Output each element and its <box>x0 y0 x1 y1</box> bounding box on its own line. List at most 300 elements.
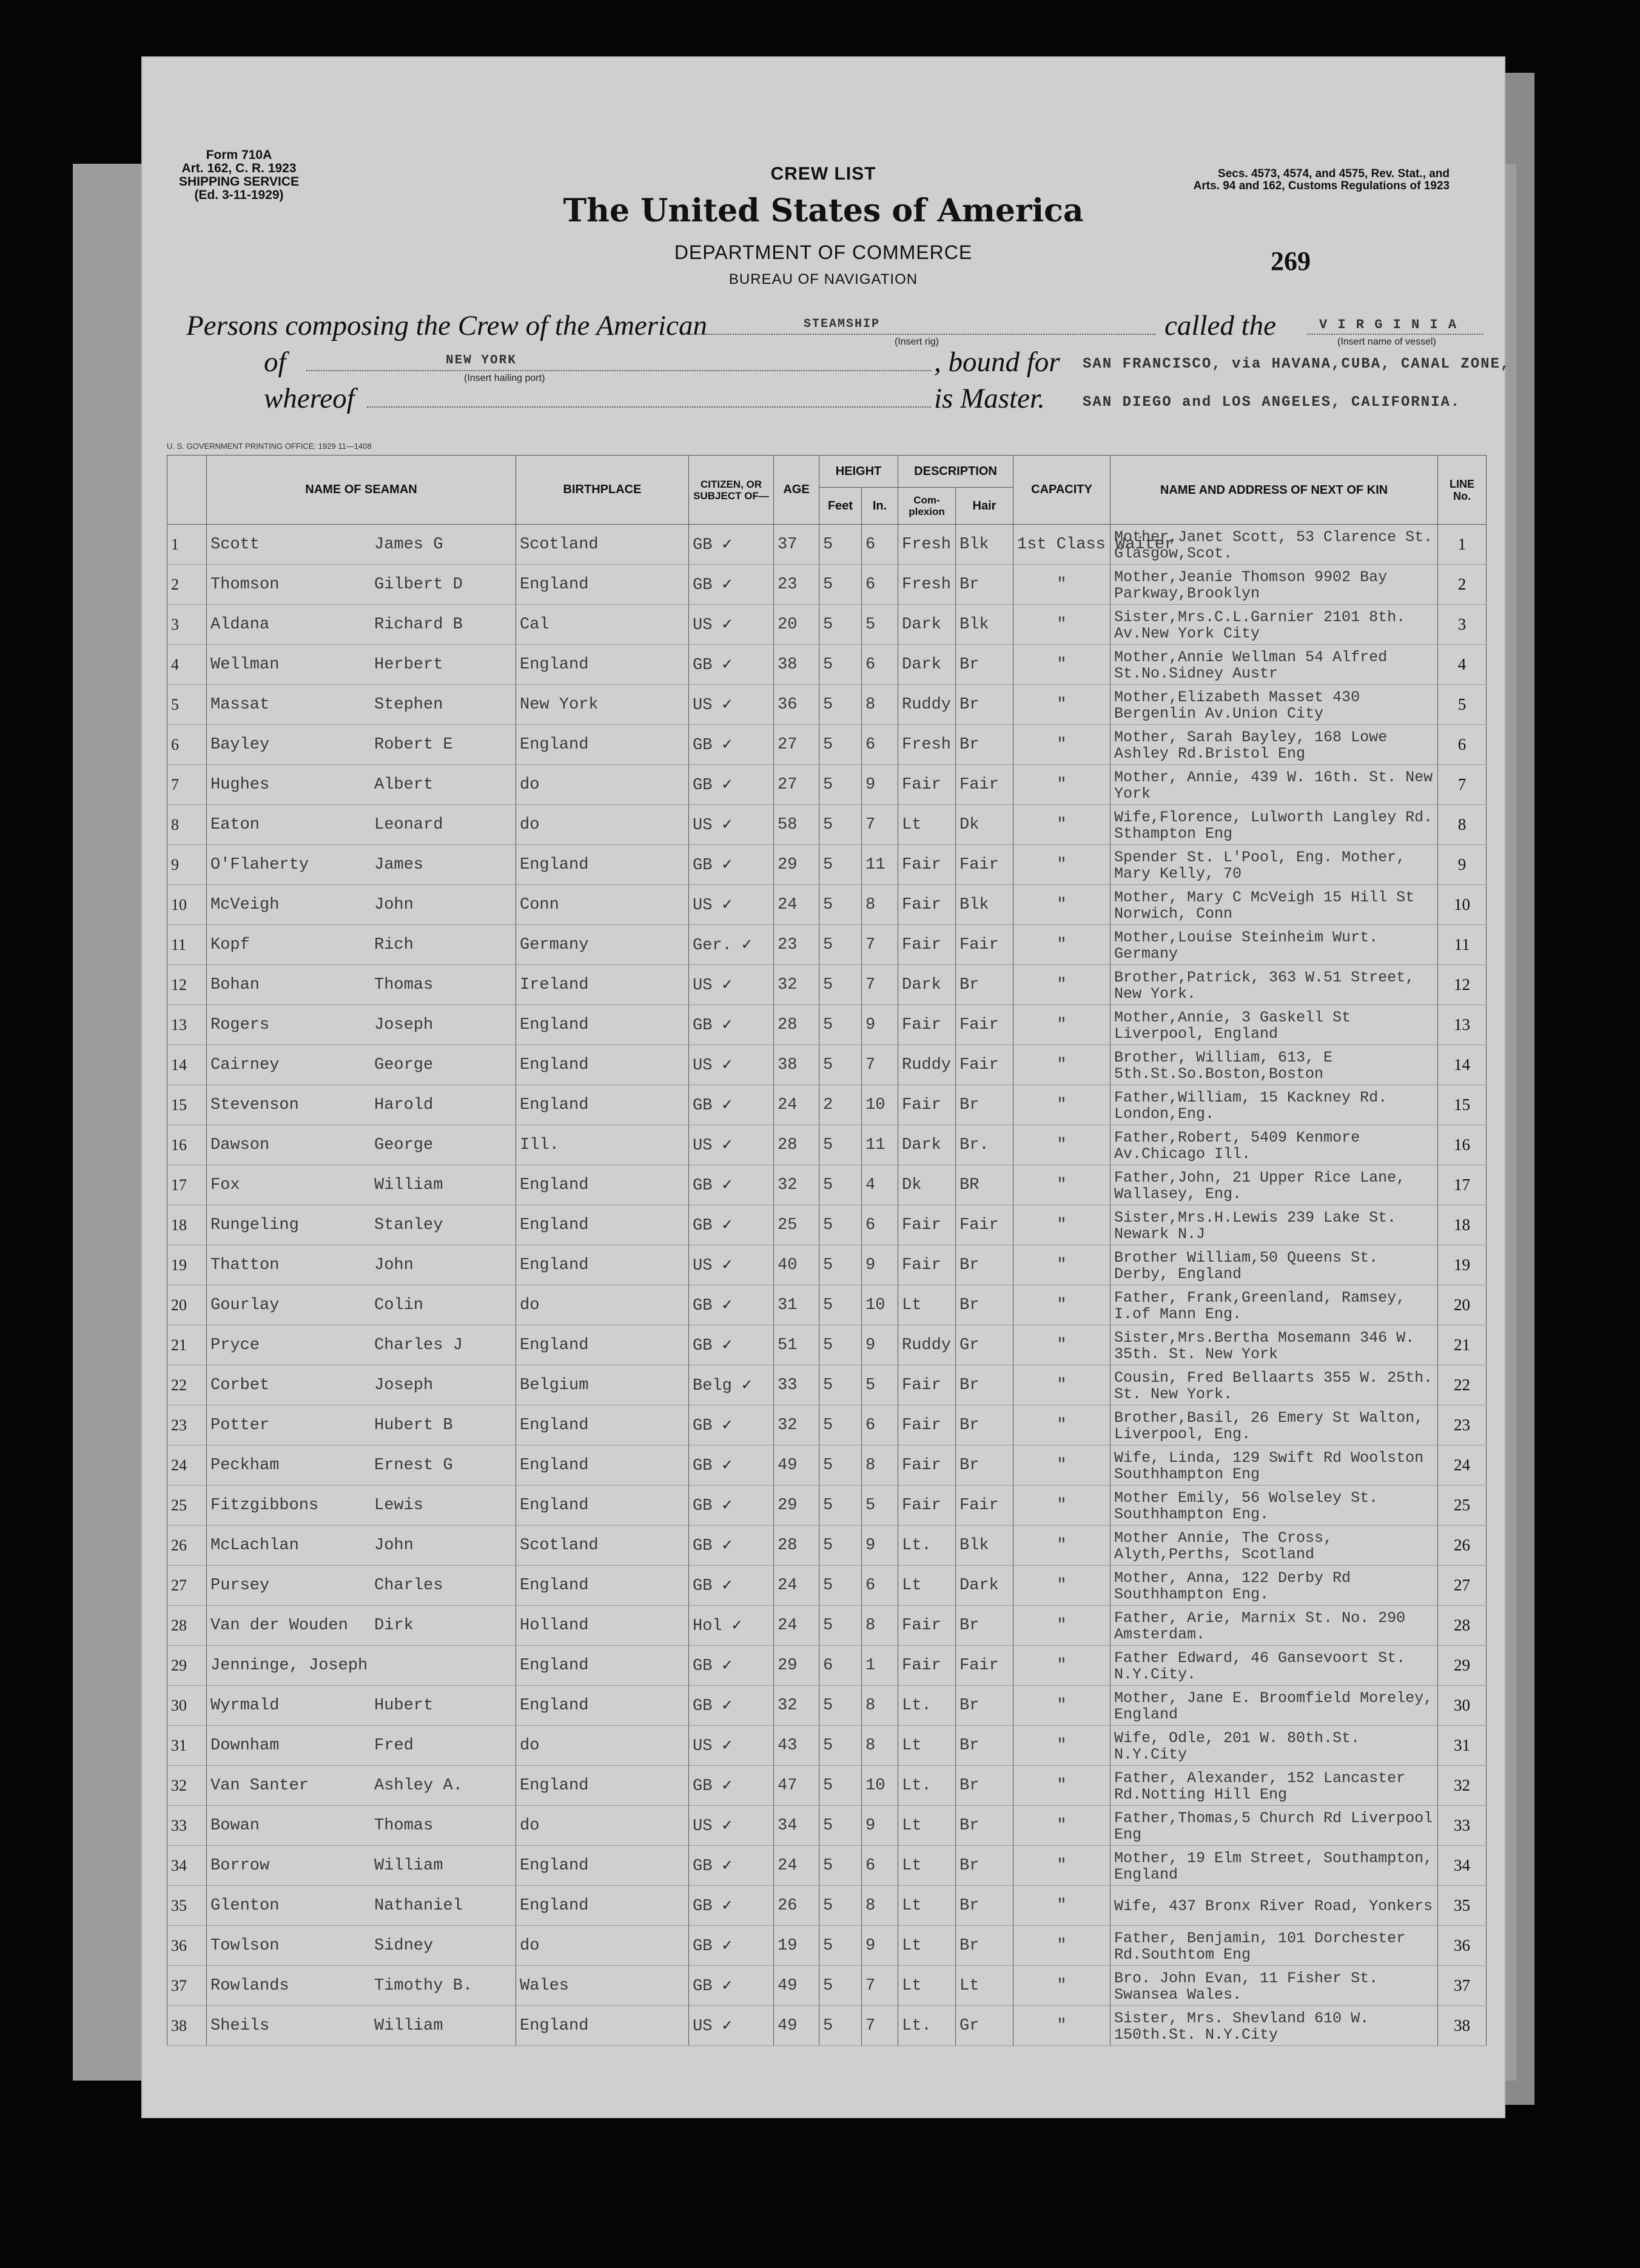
age-cell: 37 <box>774 525 819 565</box>
citizen-cell <box>689 1686 774 1726</box>
citizen-cell <box>689 1205 774 1245</box>
capacity-cell: " <box>1013 1165 1111 1205</box>
inches-cell: 4 <box>862 1165 898 1205</box>
citizen-cell <box>689 1045 774 1085</box>
capacity-cell: " <box>1013 805 1111 845</box>
complexion-cell: Fair <box>898 1205 956 1245</box>
rig-line <box>682 334 1155 335</box>
complexion-cell: Lt. <box>898 2006 956 2046</box>
feet-cell: 5 <box>819 805 862 845</box>
next-of-kin-cell: Mother, Jane E. Broomfield Moreley, England <box>1111 1686 1438 1726</box>
row-mark: 25 <box>167 1486 207 1526</box>
next-of-kin-header: NAME AND ADDRESS OF NEXT OF KIN <box>1111 456 1438 525</box>
citizen-value: GB <box>693 1497 713 1515</box>
given-name: Albert <box>374 775 434 794</box>
age-cell: 24 <box>774 1846 819 1886</box>
inches-cell: 6 <box>862 525 898 565</box>
seaman-name <box>207 1045 516 1085</box>
hair-cell: Fair <box>956 925 1013 965</box>
feet-cell: 5 <box>819 725 862 765</box>
checkmark-icon: ✓ <box>712 1857 732 1876</box>
complexion-cell: Lt <box>898 1886 956 1926</box>
seaman-name <box>207 1445 516 1486</box>
inches-cell: 6 <box>862 1205 898 1245</box>
hair-cell: Blk <box>956 525 1013 565</box>
given-name: Ernest G <box>374 1456 453 1475</box>
seaman-name <box>207 1886 516 1926</box>
capacity-cell: " <box>1013 1285 1111 1325</box>
name-header: NAME OF SEAMAN <box>207 456 516 525</box>
row-mark: 15 <box>167 1085 207 1125</box>
capacity-cell: " <box>1013 685 1111 725</box>
given-name: Leonard <box>374 815 443 834</box>
citizen-cell <box>689 845 774 885</box>
capacity-cell: " <box>1013 1926 1111 1966</box>
inches-cell: 8 <box>862 1445 898 1486</box>
seaman-name <box>207 845 516 885</box>
table-row <box>167 1926 1487 1966</box>
inches-cell: 7 <box>862 925 898 965</box>
feet-cell: 5 <box>819 765 862 805</box>
master-line <box>367 406 931 408</box>
citizen-value: GB <box>693 776 713 795</box>
table-row <box>167 1165 1487 1205</box>
seaman-name <box>207 525 516 565</box>
capacity-cell: " <box>1013 1085 1111 1125</box>
capacity-cell: " <box>1013 1245 1111 1285</box>
hair-cell: Br <box>956 565 1013 605</box>
hair-cell: Br <box>956 1245 1013 1285</box>
surname: Cairney <box>210 1055 280 1074</box>
next-of-kin-cell: Brother, William, 613, E 5th.St.So.Boston,Boston <box>1111 1045 1438 1085</box>
surname: Towlson <box>210 1936 280 1955</box>
seaman-name <box>207 1245 516 1285</box>
given-name: Hubert <box>374 1696 434 1715</box>
seaman-name <box>207 1846 516 1886</box>
next-of-kin-cell: Wife, Odle, 201 W. 80th.St. N.Y.City <box>1111 1726 1438 1766</box>
line-number: 4 <box>1438 645 1487 685</box>
feet-cell: 5 <box>819 1285 862 1325</box>
next-of-kin-cell: Mother, Sarah Bayley, 168 Lowe Ashley Rd.Bristol Eng <box>1111 725 1438 765</box>
table-row <box>167 525 1487 565</box>
next-of-kin-cell: Wife, 437 Bronx River Road, Yonkers <box>1111 1886 1438 1926</box>
citizen-value: GB <box>693 576 713 594</box>
table-row <box>167 925 1487 965</box>
next-of-kin-cell: Mother,Annie, 3 Gaskell St Liverpool, England <box>1111 1005 1438 1045</box>
surname: Wyrmald <box>210 1696 280 1715</box>
age-cell: 29 <box>774 845 819 885</box>
hair-cell: Blk <box>956 605 1013 645</box>
citizen-cell <box>689 1365 774 1405</box>
citizen-value: US <box>693 816 713 835</box>
statute-line: Secs. 4573, 4574, and 4575, Rev. Stat., and <box>1218 167 1450 180</box>
birthplace-cell: England <box>516 1325 689 1365</box>
feet-cell: 5 <box>819 885 862 925</box>
complexion-cell: Fair <box>898 1365 956 1405</box>
inches-cell: 6 <box>862 725 898 765</box>
age-cell: 40 <box>774 1245 819 1285</box>
line-number: 19 <box>1438 1245 1487 1285</box>
seaman-name <box>207 1806 516 1846</box>
feet-cell: 5 <box>819 685 862 725</box>
checkmark-icon: ✓ <box>712 1017 732 1035</box>
citizen-value: GB <box>693 1857 713 1876</box>
citizen-cell <box>689 1846 774 1886</box>
table-row <box>167 1646 1487 1686</box>
row-mark: 12 <box>167 965 207 1005</box>
complexion-cell: Lt. <box>898 1526 956 1566</box>
citizen-cell <box>689 1606 774 1646</box>
surname: Kopf <box>210 935 250 954</box>
row-mark: 11 <box>167 925 207 965</box>
inches-cell: 8 <box>862 1726 898 1766</box>
given-name: Stanley <box>374 1216 443 1234</box>
given-name: Sidney <box>374 1936 434 1955</box>
complexion-cell: Dark <box>898 1125 956 1165</box>
checkmark-icon: ✓ <box>722 1617 742 1635</box>
next-of-kin-cell: Brother,Patrick, 363 W.51 Street, New York. <box>1111 965 1438 1005</box>
table-row <box>167 1205 1487 1245</box>
statute-line: Arts. 94 and 162, Customs Regulations of 1923 <box>1193 180 1450 192</box>
surname: Bohan <box>210 975 260 994</box>
seaman-name <box>207 1926 516 1966</box>
next-of-kin-cell: Father,William, 15 Kackney Rd. London,Eng. <box>1111 1085 1438 1125</box>
height-header: HEIGHT <box>819 456 898 488</box>
complexion-cell: Fair <box>898 1606 956 1646</box>
citizen-value: US <box>693 616 713 634</box>
line-number: 17 <box>1438 1165 1487 1205</box>
checkmark-icon: ✓ <box>712 1577 732 1595</box>
complexion-cell: Dark <box>898 645 956 685</box>
inches-cell: 7 <box>862 1966 898 2006</box>
destination-text-1: SAN FRANCISCO, via HAVANA,CUBA, CANAL ZONE, <box>1083 356 1511 372</box>
birthplace-cell: England <box>516 1245 689 1285</box>
given-name: George <box>374 1136 434 1154</box>
birthplace-cell: do <box>516 1926 689 1966</box>
given-name: Thomas <box>374 1816 434 1835</box>
next-of-kin-cell: Father,Thomas,5 Church Rd Liverpool Eng <box>1111 1806 1438 1846</box>
table-row <box>167 605 1487 645</box>
line-number: 16 <box>1438 1125 1487 1165</box>
capacity-cell: " <box>1013 845 1111 885</box>
next-of-kin-cell: Mother,Louise Steinheim Wurt. Germany <box>1111 925 1438 965</box>
next-of-kin-cell: Mother,Jeanie Thomson 9902 Bay Parkway,Brooklyn <box>1111 565 1438 605</box>
capacity-cell: " <box>1013 605 1111 645</box>
next-of-kin-cell: Mother, Annie, 439 W. 16th. St. New York <box>1111 765 1438 805</box>
feet-cell: 5 <box>819 1966 862 2006</box>
gpo-note: U. S. GOVERNMENT PRINTING OFFICE: 1929 11—1408 <box>167 442 372 451</box>
description-header: DESCRIPTION <box>898 456 1013 488</box>
port-line <box>306 370 931 371</box>
feet-header: Feet <box>819 488 862 525</box>
row-mark: 20 <box>167 1285 207 1325</box>
seaman-name <box>207 1646 516 1686</box>
next-of-kin-cell: Father, Frank,Greenland, Ramsey, I.of Mann Eng. <box>1111 1285 1438 1325</box>
feet-cell: 5 <box>819 1686 862 1726</box>
birthplace-cell: England <box>516 1886 689 1926</box>
next-of-kin-cell: Mother,Annie Wellman 54 Alfred St.No.Sidney Austr <box>1111 645 1438 685</box>
rig-value: STEAMSHIP <box>804 317 881 331</box>
form-id-line: SHIPPING SERVICE <box>179 175 300 189</box>
surname: Thatton <box>210 1256 280 1274</box>
given-name: Thomas <box>374 975 434 994</box>
birthplace-cell: New York <box>516 685 689 725</box>
given-name: Charles <box>374 1576 443 1595</box>
row-mark: 8 <box>167 805 207 845</box>
age-cell: 32 <box>774 1165 819 1205</box>
birthplace-cell: England <box>516 1085 689 1125</box>
age-cell: 58 <box>774 805 819 845</box>
surname: Aldana <box>210 615 270 634</box>
table-row <box>167 1125 1487 1165</box>
age-cell: 49 <box>774 2006 819 2046</box>
age-cell: 34 <box>774 1806 819 1846</box>
row-mark: 37 <box>167 1966 207 2006</box>
given-name: Hubert B <box>374 1416 453 1435</box>
next-of-kin-cell: Mother,Janet Scott, 53 Clarence St. Glasgow,Scot. <box>1111 525 1438 565</box>
surname: Pryce <box>210 1336 260 1354</box>
given-name: Lewis <box>374 1496 424 1515</box>
given-name: William <box>374 1176 443 1194</box>
checkmark-icon: ✓ <box>712 1737 732 1755</box>
citizen-value: GB <box>693 1977 713 1996</box>
checkmark-icon: ✓ <box>712 1337 732 1355</box>
checkmark-icon: ✓ <box>712 1937 732 1956</box>
table-row <box>167 805 1487 845</box>
capacity-cell: " <box>1013 1205 1111 1245</box>
country-heading: The United States of America <box>563 192 1084 229</box>
citizen-cell <box>689 965 774 1005</box>
rig-hint: (Insert rig) <box>895 337 939 347</box>
feet-cell: 2 <box>819 1085 862 1125</box>
surname: Pursey <box>210 1576 270 1595</box>
capacity-cell: " <box>1013 645 1111 685</box>
hair-cell: Br <box>956 1886 1013 1926</box>
birthplace-cell: Conn <box>516 885 689 925</box>
birthplace-cell: England <box>516 1646 689 1686</box>
complexion-cell: Fair <box>898 925 956 965</box>
line-number: 25 <box>1438 1486 1487 1526</box>
checkmark-icon: ✓ <box>712 1817 732 1836</box>
vessel-line <box>1307 334 1483 335</box>
birthplace-cell: Wales <box>516 1966 689 2006</box>
master-label: is Master. <box>934 383 1045 414</box>
table-row <box>167 1325 1487 1365</box>
surname: Thomson <box>210 575 280 594</box>
table-row <box>167 565 1487 605</box>
birthplace-cell: do <box>516 1726 689 1766</box>
hair-cell: Fair <box>956 1646 1013 1686</box>
birthplace-cell: England <box>516 1045 689 1085</box>
row-mark: 5 <box>167 685 207 725</box>
row-mark: 4 <box>167 645 207 685</box>
age-cell: 24 <box>774 1085 819 1125</box>
checkmark-icon: ✓ <box>712 1137 732 1155</box>
line-number: 21 <box>1438 1325 1487 1365</box>
seaman-name <box>207 1766 516 1806</box>
row-mark: 9 <box>167 845 207 885</box>
capacity-cell: " <box>1013 1766 1111 1806</box>
table-row <box>167 1726 1487 1766</box>
citizen-value: Ger. <box>693 937 732 955</box>
complexion-cell: Fresh <box>898 565 956 605</box>
department-heading: DEPARTMENT OF COMMERCE <box>674 241 973 263</box>
complexion-cell: Lt. <box>898 1686 956 1726</box>
surname: Dawson <box>210 1136 270 1154</box>
citizen-cell <box>689 1005 774 1045</box>
line-number: 26 <box>1438 1526 1487 1566</box>
surname: Wellman <box>210 655 280 674</box>
table-row <box>167 685 1487 725</box>
hair-cell: Br <box>956 1926 1013 1966</box>
table-row <box>167 1686 1487 1726</box>
citizen-value: GB <box>693 1417 713 1435</box>
table-row <box>167 1766 1487 1806</box>
table-row <box>167 1445 1487 1486</box>
next-of-kin-cell: Brother William,50 Queens St. Derby, England <box>1111 1245 1438 1285</box>
feet-cell: 5 <box>819 645 862 685</box>
age-cell: 28 <box>774 1125 819 1165</box>
birthplace-cell: Ireland <box>516 965 689 1005</box>
next-of-kin-cell: Mother, Mary C McVeigh 15 Hill St Norwich, Conn <box>1111 885 1438 925</box>
capacity-cell: " <box>1013 1045 1111 1085</box>
feet-cell: 5 <box>819 2006 862 2046</box>
citizen-cell <box>689 1926 774 1966</box>
checkmark-icon: ✓ <box>712 1657 732 1675</box>
capacity-cell: " <box>1013 1405 1111 1445</box>
surname: Jenninge, Joseph <box>210 1656 368 1675</box>
table-row <box>167 1285 1487 1325</box>
given-name: Richard B <box>374 615 463 634</box>
feet-cell: 5 <box>819 1766 862 1806</box>
age-cell: 31 <box>774 1285 819 1325</box>
citizen-cell <box>689 685 774 725</box>
table-row <box>167 645 1487 685</box>
table-row <box>167 1966 1487 2006</box>
seaman-name <box>207 1486 516 1526</box>
checkmark-icon: ✓ <box>731 1377 752 1395</box>
row-mark: 18 <box>167 1205 207 1245</box>
checkmark-icon: ✓ <box>712 1217 732 1235</box>
citizen-cell <box>689 1646 774 1686</box>
inches-cell: 9 <box>862 765 898 805</box>
seaman-name <box>207 1966 516 2006</box>
row-mark: 33 <box>167 1806 207 1846</box>
row-mark: 24 <box>167 1445 207 1486</box>
seaman-name <box>207 965 516 1005</box>
surname: McLachlan <box>210 1536 299 1555</box>
hair-cell: Br <box>956 645 1013 685</box>
complexion-cell: Dark <box>898 965 956 1005</box>
seaman-name <box>207 805 516 845</box>
feet-cell: 5 <box>819 1926 862 1966</box>
seaman-name <box>207 2006 516 2046</box>
capacity-cell: " <box>1013 1886 1111 1926</box>
age-cell: 27 <box>774 765 819 805</box>
line-number: 5 <box>1438 685 1487 725</box>
surname: Fitzgibbons <box>210 1496 319 1515</box>
surname: Sheils <box>210 2016 270 2035</box>
citizen-value: GB <box>693 1777 713 1795</box>
row-mark: 19 <box>167 1245 207 1285</box>
next-of-kin-cell: Wife, Linda, 129 Swift Rd Woolston Southhampton Eng <box>1111 1445 1438 1486</box>
capacity-cell: " <box>1013 1726 1111 1766</box>
seaman-name <box>207 565 516 605</box>
capacity-cell: " <box>1013 1686 1111 1726</box>
seaman-name <box>207 1285 516 1325</box>
age-cell: 33 <box>774 1365 819 1405</box>
surname: Glenton <box>210 1896 280 1915</box>
checkmark-icon: ✓ <box>712 536 732 554</box>
seaman-name <box>207 1606 516 1646</box>
hair-cell: Br <box>956 1686 1013 1726</box>
birthplace-cell: England <box>516 1766 689 1806</box>
inches-cell: 6 <box>862 645 898 685</box>
citizen-value: US <box>693 2017 713 2036</box>
row-mark: 30 <box>167 1686 207 1726</box>
birthplace-cell: England <box>516 1405 689 1445</box>
capacity-cell: " <box>1013 1486 1111 1526</box>
line-number: 28 <box>1438 1606 1487 1646</box>
row-mark: 6 <box>167 725 207 765</box>
complexion-cell: Lt. <box>898 1766 956 1806</box>
row-mark: 7 <box>167 765 207 805</box>
line-number: 3 <box>1438 605 1487 645</box>
row-mark: 36 <box>167 1926 207 1966</box>
feet-cell: 5 <box>819 525 862 565</box>
citizen-value: GB <box>693 736 713 755</box>
feet-cell: 5 <box>819 1445 862 1486</box>
age-cell: 23 <box>774 565 819 605</box>
checkmark-icon: ✓ <box>712 1537 732 1555</box>
feet-cell: 5 <box>819 925 862 965</box>
citizen-cell <box>689 2006 774 2046</box>
citizen-cell <box>689 885 774 925</box>
inches-header: In. <box>862 488 898 525</box>
birthplace-cell: England <box>516 1486 689 1526</box>
given-name: Rich <box>374 935 414 954</box>
hair-cell: Fair <box>956 845 1013 885</box>
line-number: 31 <box>1438 1726 1487 1766</box>
birthplace-cell: Cal <box>516 605 689 645</box>
surname: Gourlay <box>210 1296 280 1314</box>
feet-cell: 5 <box>819 1726 862 1766</box>
line-number: 6 <box>1438 725 1487 765</box>
capacity-cell: " <box>1013 725 1111 765</box>
citizen-cell <box>689 1445 774 1486</box>
line-number: 37 <box>1438 1966 1487 2006</box>
hair-cell: Dk <box>956 805 1013 845</box>
citizen-cell <box>689 1486 774 1526</box>
checkmark-icon: ✓ <box>712 1697 732 1715</box>
feet-cell: 5 <box>819 845 862 885</box>
citizen-value: US <box>693 977 713 995</box>
form-id-line: Art. 162, C. R. 1923 <box>181 161 297 175</box>
given-name: James <box>374 855 424 874</box>
birthplace-cell: England <box>516 1005 689 1045</box>
age-cell: 32 <box>774 965 819 1005</box>
inches-cell: 7 <box>862 1045 898 1085</box>
next-of-kin-cell: Mother Emily, 56 Wolseley St. Southhampton Eng. <box>1111 1486 1438 1526</box>
inches-cell: 8 <box>862 685 898 725</box>
feet-cell: 5 <box>819 1125 862 1165</box>
table-row <box>167 1245 1487 1285</box>
capacity-cell: 1st Class Waiter <box>1013 525 1111 565</box>
hailing-port: NEW YORK <box>446 354 517 368</box>
citizen-value: US <box>693 1057 713 1075</box>
hair-cell: Gr <box>956 1325 1013 1365</box>
checkmark-icon: ✓ <box>712 816 732 835</box>
